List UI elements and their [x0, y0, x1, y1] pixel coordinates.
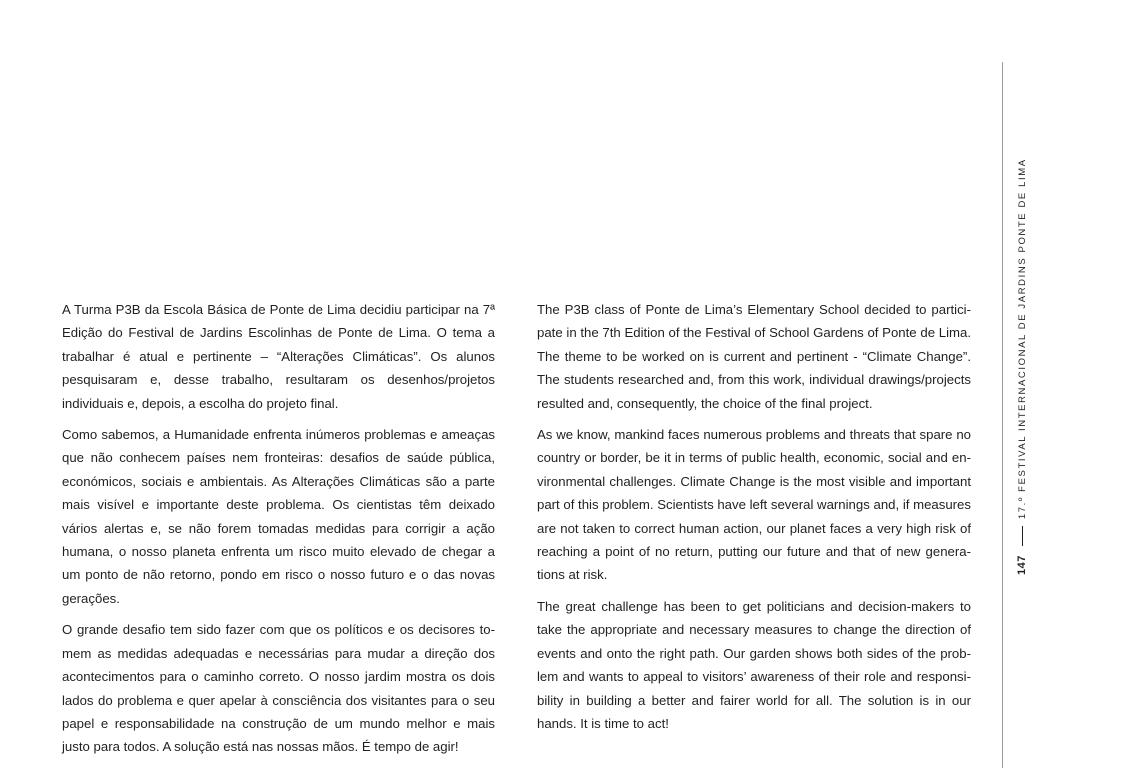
separator-dash: [1022, 526, 1023, 546]
side-running-header: [1016, 158, 1028, 575]
en-paragraph-3: The great challenge has been to get politicians and decision-makers to take the appropriate and necessary measures to change the direction of events and onto the right path. Our garden shows both sides of the problem and wants to appeal to visitors’ awareness of their role and responsibility in building a better and fairer world for all. The solution is in our hands. It is time to act!: [537, 598, 971, 731]
en-paragraph-2: As we know, mankind faces numerous problems and threats that spare no country or border, be it in terms of public health, economic, social and environmental challenges. Climate Change is the most visible and important part of this problem. Scientists have left several warnings and, if measures are not taken to correct human action, our planet faces a very high risk of reaching a point of no return, putting our future and that of new generations at risk.: [537, 427, 971, 583]
pt-paragraph-3: O grande desafio tem sido fazer com que os políticos e os decisores tomem as medidas adequadas e necessárias para mudar a direção dos acontecimentos para o caminho correto. O nosso jardim mostra os dois lados do problema e quer apelar à consciência dos visitantes para o seu papel e responsabilidade na construção de um mundo melhor e mais justo para todos. A solução está nas nossas mãos. É tempo de agir!: [62, 622, 495, 755]
portuguese-text-column: [62, 298, 495, 767]
pt-paragraph-1: A Turma P3B da Escola Básica de Ponte de Lima decidiu participar na 7ª Edição do Festival de Jardins Escolinhas de Ponte de Lima. O tema a trabalhar é atual e pertinente – “Alterações Climáticas”. Os alunos pesquisaram e, desse trabalho, resultaram os desenhos/projetos individuais e, depois, a escolha do projeto final.: [62, 302, 495, 411]
running-title: 17.º FESTIVAL INTERNACIONAL DE JARDINS PONTE DE LIMA: [1016, 158, 1028, 520]
pt-paragraph-2: Como sabemos, a Humanidade enfrenta inúmeros problemas e ameaças que não conhecem países nem fronteiras: desafios de saúde pública, económicos, sociais e ambientais. As Alterações Climáticas são a parte mais visível e importante deste problema. Os cientistas têm deixado vários alertas e, se não forem tomadas medidas para corrigir a ação humana, o nosso planeta enfrenta um risco muito elevado de chegar a um ponto de não retorno, pondo em risco o nosso futuro e o das novas gerações.: [62, 427, 495, 606]
english-text-column: [537, 298, 971, 743]
page-number: 147: [1016, 555, 1028, 575]
en-paragraph-1: The P3B class of Ponte de Lima’s Elementary School decided to participate in the 7th Edition of the Festival of School Gardens of Ponte de Lima. The theme to be worked on is current and pertinent - “Climate Change”. The students researched and, from this work, individual drawings/projects resulted and, consequently, the choice of the final project.: [537, 302, 971, 411]
vertical-divider: [1002, 62, 1003, 768]
